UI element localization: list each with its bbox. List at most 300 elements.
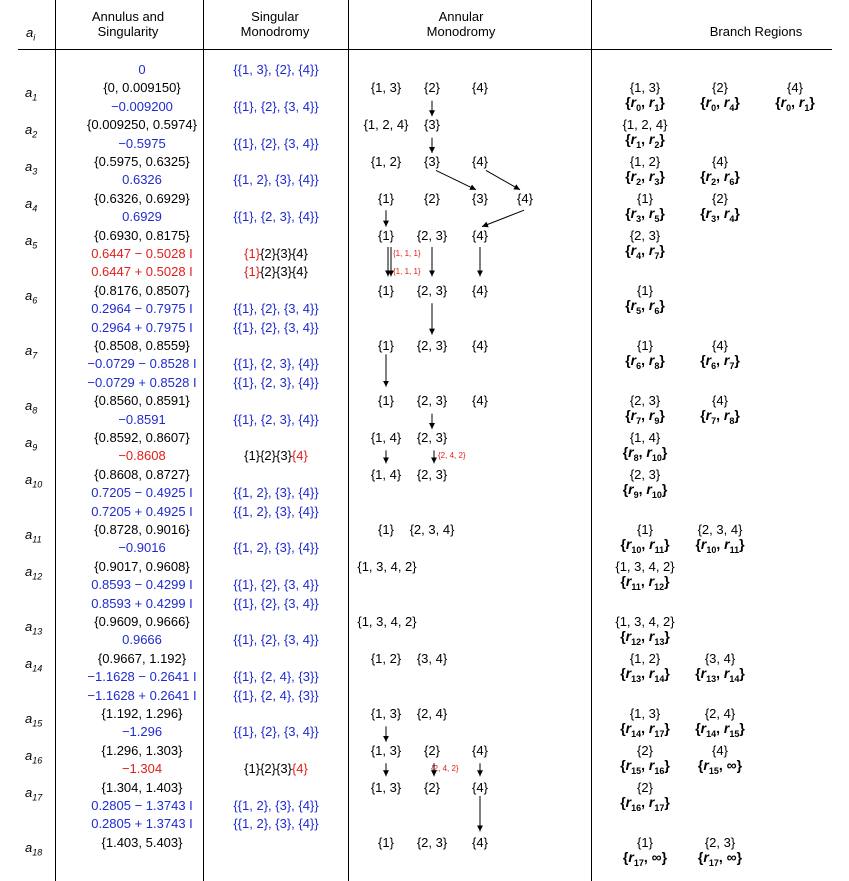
brace: { (700, 407, 706, 424)
singular-part: {{1}, {2, 4}, {3}} (233, 669, 319, 685)
region-sub: 10 (651, 452, 662, 463)
brace: } (664, 756, 670, 773)
region-name: r (648, 296, 655, 313)
annular-set: {1} (378, 393, 394, 409)
annulus-entry: {0.8176, 0.8507} (94, 282, 190, 298)
annulus-entry: −1.1628 − 0.2641 I (87, 669, 197, 685)
brace: } (659, 168, 665, 184)
row-label-letter: a (25, 563, 33, 579)
annular-set: {4} (517, 190, 533, 206)
annular-set: {4} (472, 227, 488, 243)
header-ai-letter: a (26, 25, 34, 40)
annulus-entry: {0.8728, 0.9016} (94, 522, 190, 537)
region-name: ∞ (726, 848, 737, 865)
brace: } (664, 720, 670, 736)
branch-set: {1, 2, 4} (622, 117, 668, 133)
region-name: r (700, 536, 707, 552)
comma: , (716, 352, 724, 368)
brace: } (659, 352, 665, 368)
region-sub: 3 (654, 176, 660, 187)
row-label-sub: 13 (32, 626, 43, 637)
brace: { (620, 793, 626, 810)
brace: } (659, 407, 665, 424)
annular-set: {1} (378, 227, 394, 243)
annulus-entry: −0.5975 (118, 135, 166, 151)
branch-set: {1} (637, 190, 653, 206)
row-label-letter: a (25, 655, 33, 671)
region-name: r (648, 793, 655, 810)
row-label-letter: a (25, 85, 33, 101)
annular-set: {1, 3} (370, 706, 402, 721)
region-name: r (646, 444, 652, 460)
region-name: ∞ (726, 756, 737, 773)
annular-set: {1, 4} (370, 430, 402, 445)
region-sub: 12 (654, 581, 665, 592)
region-sub: 17 (654, 802, 665, 813)
annular-multiplicity: {2, 4, 2} (438, 451, 466, 461)
region-sub: 7 (654, 250, 660, 261)
branch-set: {4} (712, 742, 728, 758)
brace: { (695, 536, 701, 552)
region-sub: 0 (711, 103, 717, 114)
branch-set: {2, 3} (629, 227, 661, 243)
branch-set: {2, 3} (629, 466, 661, 482)
region-sub: 11 (654, 544, 665, 555)
annular-set: {4} (472, 282, 488, 298)
annular-set: {4} (472, 154, 488, 169)
singular-part: {{1}, {2}, {3, 4}} (233, 319, 319, 335)
brace: } (664, 664, 670, 681)
branch-set: {4} (712, 338, 728, 353)
region-sub: 17 (633, 857, 644, 868)
singular-part: {{1}, {2}, {3, 4}} (233, 595, 319, 611)
singular-part: {{1}, {2}, {3, 4}} (233, 301, 319, 317)
row-label-letter: a (25, 287, 33, 303)
row-label-sub: 8 (32, 405, 38, 416)
annular-set: {2, 3} (416, 466, 448, 482)
row-label-letter: a (25, 398, 33, 414)
branch-set: {4} (712, 154, 728, 169)
row-label-sub: 1 (32, 92, 38, 103)
region-name: r (723, 664, 730, 681)
brace: } (661, 480, 668, 497)
region-name: r (648, 94, 655, 111)
header-annulus-line: Annulus and (91, 9, 165, 24)
annulus-entry: 0.7205 − 0.4925 I (91, 485, 193, 501)
annular-set: {1} (378, 834, 394, 850)
row-label-letter: a (25, 195, 33, 211)
comma: , (641, 94, 649, 111)
annulus-entry: 0.2964 − 0.7975 I (91, 301, 193, 317)
region-name: r (700, 664, 707, 681)
brace: { (620, 664, 626, 681)
comma: , (641, 241, 649, 258)
singular-part: {{1, 2}, {3}, {4}} (233, 816, 319, 832)
region-name: r (703, 848, 709, 865)
annular-set: {2, 3, 4} (409, 522, 455, 537)
header-branch: Branch Regions (709, 24, 803, 39)
region-name: ∞ (651, 848, 662, 865)
annulus-entry: −0.8608 (118, 448, 166, 464)
annulus-entry: −1.296 (121, 724, 163, 740)
region-name: r (630, 352, 637, 368)
branch-set: {1, 3, 4, 2} (615, 614, 675, 629)
branch-set: {4} (712, 393, 728, 409)
annular-set: {1, 3} (370, 779, 402, 795)
region-sub: 1 (804, 103, 810, 114)
brace: { (700, 94, 706, 111)
brace: { (625, 168, 631, 184)
annulus-entry: {0.6930, 0.8175} (94, 227, 190, 243)
comma: , (640, 572, 649, 589)
annulus-entry: −0.8591 (118, 411, 166, 427)
region-name: r (723, 720, 730, 736)
region-name: r (630, 296, 637, 313)
branch-set: {1} (637, 338, 653, 353)
brace: { (625, 241, 631, 258)
brace: { (622, 444, 629, 460)
region-name: r (648, 241, 655, 258)
annulus-entry: −1.304 (121, 761, 163, 777)
comma: , (641, 536, 650, 552)
comma: , (718, 848, 727, 865)
region-sub: 4 (729, 103, 735, 114)
comma: , (638, 480, 647, 497)
singular-part: {{1, 2}, {3}, {4}} (233, 503, 319, 519)
singular-part: {4} (291, 448, 308, 464)
region-sub: 1 (654, 103, 660, 114)
monodromy-arrow (486, 170, 520, 189)
region-name: r (625, 756, 632, 773)
annular-set: {2, 3} (416, 227, 448, 243)
row-label-letter: a (25, 527, 33, 542)
annulus-entry: {0.8560, 0.8591} (94, 393, 190, 409)
region-sub: 2 (654, 139, 660, 150)
singular-part: {{1}, {2, 3}, {4}} (233, 209, 319, 225)
row-label-letter: a (25, 122, 33, 138)
comma: , (716, 204, 724, 221)
branch-set: {2} (712, 190, 728, 206)
brace: { (625, 94, 631, 111)
comma: , (641, 628, 649, 644)
branch-set: {2, 3} (629, 393, 661, 409)
brace: } (809, 94, 815, 111)
region-sub: 15 (729, 728, 740, 739)
singular-part: {{1}, {2}, {3, 4}} (233, 98, 319, 114)
header-singular-line: Monodromy (240, 24, 310, 39)
brace: { (700, 168, 706, 184)
annulus-entry: 0.6929 (122, 209, 162, 225)
annulus-entry: {0.9017, 0.9608} (94, 558, 190, 574)
region-sub: 1 (636, 139, 642, 150)
annulus-entry: 0.2805 + 1.3743 I (91, 816, 193, 832)
comma: , (641, 204, 649, 221)
branch-set: {1, 2} (629, 154, 661, 169)
region-sub: 6 (636, 360, 642, 371)
row-label-letter: a (25, 159, 33, 174)
branch-set: {2, 3, 4} (697, 522, 743, 537)
annular-set: {2} (424, 190, 440, 206)
region-sub: 14 (729, 673, 740, 684)
region-name: r (648, 664, 655, 681)
annulus-entry: {0.5975, 0.6325} (94, 154, 190, 169)
annulus-entry: {0, 0.009150} (103, 80, 181, 96)
annulus-entry: {1.403, 5.403} (101, 834, 183, 850)
region-name: r (724, 536, 730, 552)
annulus-entry: 0.7205 + 0.4925 I (91, 503, 193, 519)
annular-multiplicity: {1, 1, 1} (393, 249, 421, 258)
singular-part: {1}{2}{3} (244, 448, 292, 464)
brace: } (664, 536, 670, 552)
region-name: r (630, 131, 637, 148)
annular-set: {2, 3} (416, 393, 448, 409)
brace: { (622, 480, 629, 497)
region-name: r (628, 480, 634, 497)
comma: , (641, 131, 649, 148)
annulus-entry: −0.0729 − 0.8528 I (87, 356, 197, 372)
region-sub: 14 (654, 673, 665, 684)
annulus-entry: 0 (138, 62, 146, 77)
brace: } (734, 168, 740, 184)
annulus-entry: {0.009250, 0.5974} (87, 117, 197, 133)
annular-set: {4} (472, 393, 488, 409)
comma: , (641, 793, 649, 810)
region-sub: 0 (786, 103, 792, 114)
brace: } (734, 204, 740, 221)
brace: { (625, 407, 631, 424)
singular-part: {{1}, {2}, {3, 4}} (233, 135, 319, 151)
brace: } (659, 131, 665, 148)
row-label-letter: a (25, 784, 33, 800)
annular-set: {1} (378, 338, 394, 353)
singular-part: {4} (291, 761, 308, 777)
region-sub: 2 (711, 176, 717, 187)
row-label-sub: 11 (32, 534, 42, 545)
annulus-entry: 0.6447 − 0.5028 I (91, 246, 193, 261)
singular-part: {{1, 3}, {2}, {4}} (233, 62, 319, 77)
annular-set: {4} (472, 80, 488, 96)
singular-part: {2}{3}{4} (260, 246, 308, 261)
header-singular-line: Singular (251, 9, 299, 24)
region-sub: 16 (654, 765, 665, 776)
annular-set: {3, 4} (416, 650, 448, 666)
annular-set: {2, 3} (416, 430, 448, 445)
region-name: r (630, 168, 637, 184)
region-sub: 13 (654, 636, 665, 647)
annular-set: {2, 3} (416, 338, 448, 353)
annular-set: {2, 3} (416, 282, 448, 298)
branch-set: {1, 4} (629, 430, 661, 445)
region-name: r (648, 756, 655, 773)
annular-set: {1} (378, 190, 394, 206)
singular-part: {{1}, {2, 3}, {4}} (233, 411, 319, 427)
region-name: r (625, 572, 632, 589)
brace: { (695, 664, 701, 681)
region-sub: 16 (631, 802, 642, 813)
annulus-entry: 0.9666 (122, 632, 162, 648)
annulus-entry: −0.0729 + 0.8528 I (87, 374, 197, 390)
region-sub: 6 (729, 176, 735, 187)
annulus-entry: {0.8608, 0.8727} (94, 466, 190, 482)
region-name: r (630, 407, 637, 424)
annular-set: {1, 4} (370, 466, 402, 482)
row-label-sub: 10 (32, 479, 43, 490)
row-label-sub: 3 (32, 166, 38, 177)
annulus-entry: 0.6326 (122, 172, 162, 188)
region-sub: 7 (636, 415, 642, 426)
region-name: r (703, 756, 709, 773)
branch-set: {2} (637, 779, 653, 795)
annulus-entry: {1.304, 1.403} (101, 779, 183, 795)
brace: } (659, 204, 665, 221)
annular-set: {3} (424, 117, 440, 133)
brace: } (661, 848, 668, 865)
row-label-sub: 18 (32, 847, 43, 858)
row-label-letter: a (25, 232, 33, 248)
header-ai-sub: i (33, 32, 36, 43)
region-name: r (705, 204, 712, 221)
comma: , (716, 664, 724, 681)
row-label-sub: 9 (32, 442, 38, 453)
annulus-entry: 0.6447 + 0.5028 I (91, 264, 193, 280)
branch-set: {2, 3} (704, 834, 736, 850)
header-annulus-line: Singularity (97, 24, 159, 39)
region-sub: 0 (636, 103, 642, 114)
brace: { (700, 204, 706, 221)
brace: { (625, 352, 631, 368)
brace: { (620, 628, 626, 644)
region-name: r (648, 720, 655, 736)
comma: , (716, 720, 724, 736)
annular-set: {4} (472, 338, 488, 353)
region-name: r (625, 664, 632, 681)
monodromy-arrow (482, 210, 524, 226)
brace: { (700, 352, 706, 368)
singular-part: {{1}, {2, 4}, {3}} (233, 687, 319, 703)
brace: { (695, 720, 701, 736)
brace: { (625, 296, 631, 313)
region-name: r (648, 204, 655, 221)
region-name: r (625, 628, 632, 644)
brace: { (775, 94, 781, 111)
annular-set: {2, 3} (416, 834, 448, 850)
region-name: r (649, 536, 655, 552)
annular-set: {1} (378, 522, 394, 537)
region-sub: 11 (631, 581, 641, 592)
region-sub: 3 (636, 213, 642, 224)
region-name: r (648, 407, 655, 424)
annulus-entry: {0.9667, 1.192} (97, 650, 187, 666)
annular-set: {1, 2} (370, 650, 402, 666)
singular-part: {{1}, {2, 3}, {4}} (233, 374, 319, 390)
annular-set: {2} (424, 779, 440, 795)
singular-part: {{1, 2}, {3}, {4}} (233, 172, 319, 188)
annular-set: {1, 3, 4, 2} (357, 558, 417, 574)
brace: { (620, 756, 626, 773)
header-annular-line: Monodromy (426, 24, 496, 39)
annulus-entry: 0.2964 + 0.7975 I (91, 319, 193, 335)
singular-part: {1}{2}{3} (244, 761, 292, 777)
region-name: r (630, 94, 637, 111)
comma: , (641, 352, 649, 368)
annulus-entry: 0.8593 + 0.4299 I (91, 595, 193, 611)
row-label-sub: 5 (32, 240, 38, 251)
comma: , (716, 94, 724, 111)
comma: , (641, 407, 649, 424)
row-label-letter: a (25, 435, 33, 450)
region-name: r (648, 131, 655, 148)
comma: , (716, 407, 724, 424)
region-sub: 12 (631, 636, 642, 647)
annular-set: {1, 3} (370, 80, 402, 96)
region-name: r (648, 628, 655, 644)
brace: { (625, 204, 631, 221)
region-name: r (630, 204, 637, 221)
comma: , (716, 536, 725, 552)
singular-part: {1} (244, 246, 261, 261)
singular-part: {{1, 2}, {3}, {4}} (233, 485, 319, 501)
annular-set: {4} (472, 834, 488, 850)
region-name: r (780, 94, 787, 111)
region-sub: 13 (706, 673, 717, 684)
region-name: r (648, 572, 655, 589)
annular-set: {1, 2, 4} (363, 117, 409, 133)
region-sub: 15 (708, 765, 719, 776)
brace: } (734, 352, 740, 368)
brace: } (739, 536, 745, 552)
region-sub: 3 (711, 213, 717, 224)
row-label-sub: 2 (32, 129, 38, 140)
comma: , (638, 444, 647, 460)
row-label-sub: 16 (32, 755, 43, 766)
brace: { (620, 572, 626, 589)
region-sub: 10 (706, 544, 717, 555)
region-sub: 7 (729, 360, 735, 371)
region-sub: 7 (711, 415, 717, 426)
brace: { (620, 720, 626, 736)
annulus-entry: −0.9016 (118, 540, 166, 556)
region-name: r (628, 444, 634, 460)
region-name: r (798, 94, 805, 111)
branch-set: {1, 3, 4, 2} (615, 558, 675, 574)
annular-set: {1} (378, 282, 394, 298)
comma: , (641, 720, 649, 736)
brace: } (734, 407, 740, 424)
region-sub: 8 (729, 415, 735, 426)
region-sub: 8 (654, 360, 660, 371)
annulus-entry: −1.1628 + 0.2641 I (87, 687, 197, 703)
row-label-sub: 7 (32, 350, 38, 361)
region-sub: 8 (633, 452, 639, 463)
row-label-letter: a (25, 839, 33, 855)
branch-set: {2} (637, 742, 653, 758)
brace: { (622, 848, 629, 865)
region-sub: 10 (651, 489, 662, 500)
annulus-entry: {0.8508, 0.8559} (94, 338, 190, 353)
comma: , (641, 168, 649, 184)
brace: { (697, 756, 704, 773)
brace: } (664, 628, 670, 644)
row-label-letter: a (25, 619, 33, 634)
comma: , (641, 296, 649, 313)
comma: , (718, 756, 727, 773)
row-label-letter: a (25, 711, 33, 726)
region-sub: 9 (633, 489, 639, 500)
brace: } (664, 572, 670, 589)
row-label-sub: 4 (32, 203, 38, 214)
brace: } (736, 848, 743, 865)
region-name: r (648, 352, 655, 368)
